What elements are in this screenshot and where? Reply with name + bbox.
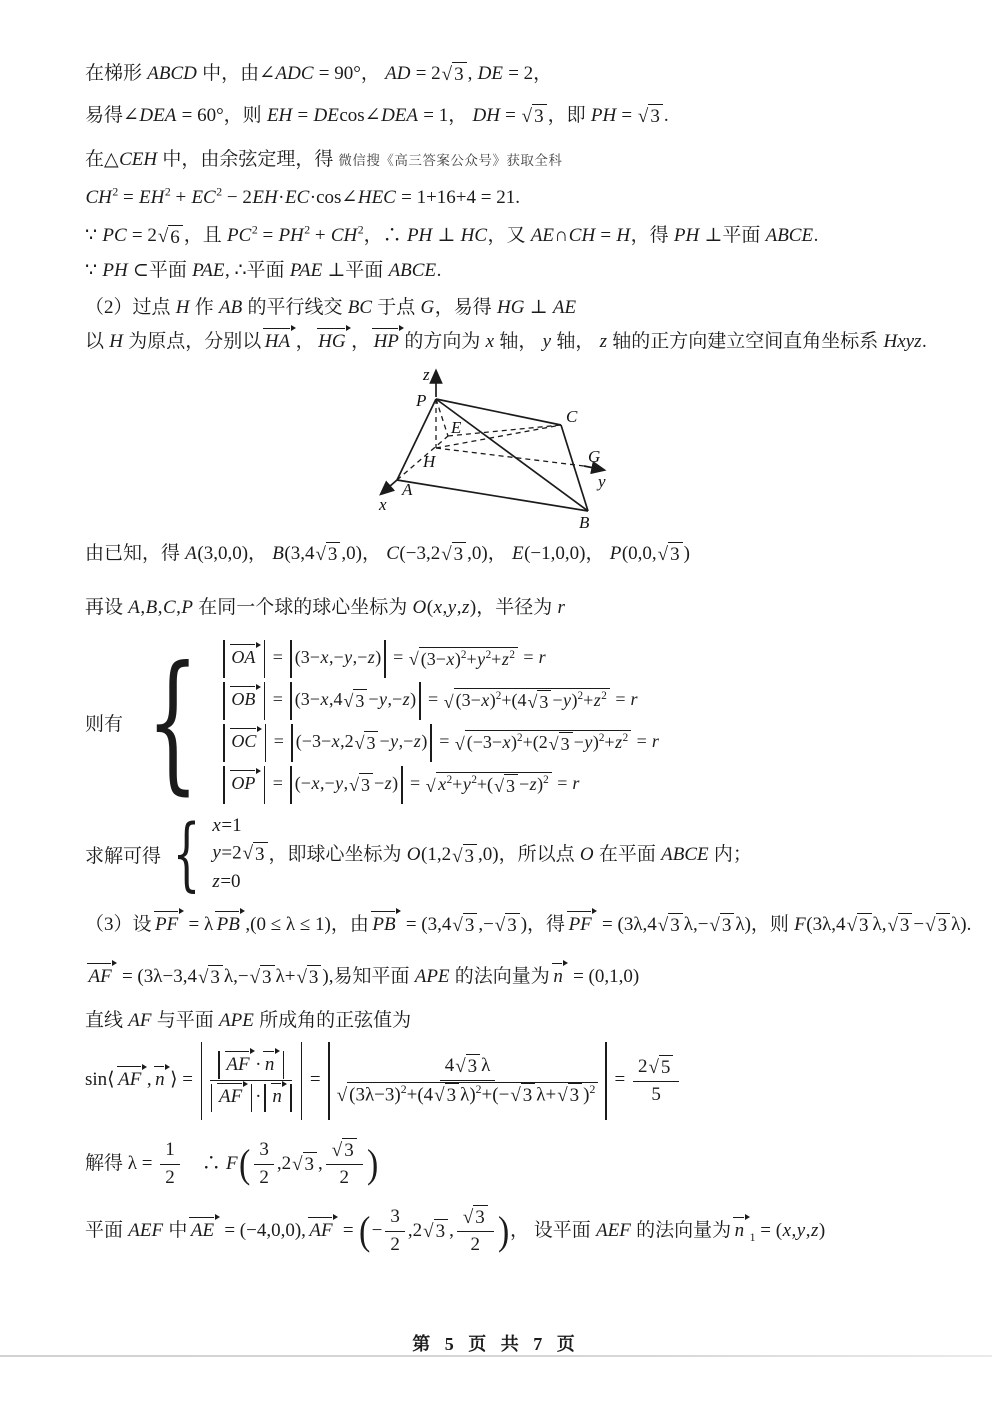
edge-HG-dashed	[436, 448, 584, 466]
solution-line-10	[85, 594, 962, 623]
edge-AB	[397, 480, 588, 511]
system-label: 则有	[85, 713, 124, 735]
math-text: ∵ PH ⊂平面 PAE, ∴平面 PAE ⊥平面 ABCE.	[85, 260, 442, 281]
solve-suffix: ，即球心坐标为 O(1,2 √ 3 ,0)，所以点 O 在平面 ABCE 内；	[268, 844, 752, 867]
equation-OP	[220, 764, 659, 806]
math-text: 平面 AEF 中 AE = (−4,0,0), AF = ( − $\frac{3}{2}$ ,2 √ 3 , √ 3 2 ) ， 设平面 AEF 的法向量为 n $_1$ = (x,y,z)	[85, 1206, 826, 1256]
solution-line-5	[85, 222, 962, 251]
system-equations	[220, 638, 659, 806]
math-text: z=0	[212, 871, 241, 892]
vertex-label-B: B	[579, 513, 590, 532]
math-text: 在梯形 ABCD 中，由∠ADC = 90°， AD = 2 √ 3 , DE = 2，	[85, 63, 553, 86]
math-text: y=2 √ 3	[212, 842, 269, 867]
solution-line-7	[85, 294, 962, 323]
math-text: OA = (3−x,−y,−z) = √ $(3-x)^2+y^2+z^2$ = r	[220, 640, 546, 678]
math-text: （3）设 PF = λ PB ,(0 ≤ λ ≤ 1)，由 PB = (3,4 √ 3 ,− √ 3 )，得 PF = (3λ,4 √ 3 λ,− √ 3 λ)，则 F(3λ,4 √ 3 λ, √ 3 − √ 3 λ).	[85, 914, 971, 935]
math-text: sin⟨ AF , n ⟩ = $\frac{AF \cdot n}{AF \cdot n}$ = 4 √ 3 λ √ $(3\lambda-3)^2+(4$ √ 3 λ)$^2$+(− √ 3 λ+ √ 3 )$^2$ = 2 √ 5 5	[85, 1069, 682, 1090]
equation-system	[85, 635, 659, 809]
y-axis	[584, 466, 604, 470]
solution-line-2	[85, 102, 962, 131]
vertex-label-G: G	[588, 447, 601, 466]
edge-CB	[561, 425, 588, 511]
solution-line-4	[85, 184, 962, 213]
math-text: AF = (3λ−3,4 √ 3 λ,− √ 3 λ+ √ 3 ),易知平面 APE 的法向量为 n = (0,1,0)	[85, 966, 639, 987]
edge-PE-dashed	[436, 399, 448, 436]
math-text: （2）过点 H 作 AB 的平行线交 BC 于点 G，易得 HG ⊥ AE	[85, 297, 577, 318]
x-axis	[381, 480, 397, 494]
math-text: x=1	[212, 815, 242, 836]
math-text: OC = (−3−x,2 √ 3 −y,−z) = √ $(-3-x)^2+(2$ √ 3 $-y)^2+z^2$ = r	[220, 724, 659, 762]
solve-row-y	[212, 840, 269, 868]
vertex-label-A: A	[402, 480, 413, 499]
figure-3d	[352, 364, 662, 547]
vertex-label-E: E	[451, 418, 462, 437]
solution-line-1	[85, 60, 962, 89]
solve-rows	[212, 812, 269, 896]
plane-aef-line	[85, 1205, 962, 1258]
solve-row-z	[212, 868, 269, 896]
solution-line-11	[85, 910, 972, 940]
solve-row-x	[212, 812, 269, 840]
left-brace: {	[146, 635, 199, 809]
watermark-text: 微信搜《高三答案公众号》获取全科	[338, 153, 563, 168]
math-text: 以 H 为原点，分别以 HA ， HG ， HP 的方向为 x 轴， y 轴， z 轴的正方向建立空间直角坐标系 Hxyz.	[85, 331, 927, 352]
solution-system	[85, 807, 752, 901]
lambda-solution-line	[85, 1138, 962, 1191]
sine-formula-line	[85, 1042, 962, 1120]
left-brace: {	[172, 807, 201, 901]
solution-line-9	[85, 540, 962, 569]
math-text: OP = (−x,−y, √ 3 −z) = √ $x^2+y^2+$( √ 3 −z)$^2$ = r	[220, 766, 579, 804]
solution-line-12	[85, 962, 962, 992]
math-text: 再设 A,B,C,P 在同一个球的球心坐标为 O(x,y,z)，半径为 r	[85, 597, 565, 618]
solution-line-3	[85, 146, 962, 175]
math-text: ∵ PC = 2 √ 6 ，且 $PC^2 = PH^2 + CH^2$，∴ PH ⊥ HC，又 AE∩CH = H，得 PH ⊥平面 ABCE.	[85, 224, 819, 248]
solution-line-8	[85, 327, 962, 357]
axis-label-y: y	[598, 472, 606, 491]
math-text: $CH^2 = EH^2 + EC^2$ − 2EH·EC·cos∠HEC = 1+16+4 = 21.	[85, 186, 520, 209]
math-text: 易得∠DEA = 60°，则 EH = DEcos∠DEA = 1， DH = √ 3 ，即 PH = √ 3 .	[85, 105, 669, 128]
solution-line-6	[85, 257, 962, 286]
math-text: 由已知，得 A(3,0,0)， B(3,4 √ 3 ,0)， C(−3,2 √ 3 ,0)， E(−1,0,0)， P(0,0, √ 3 )	[85, 543, 690, 566]
footer-rule	[0, 1355, 992, 1357]
equation-OB	[220, 680, 659, 722]
equation-OC	[220, 722, 659, 764]
solution-line-13	[85, 1007, 962, 1036]
page-number: 第 5 页 共 7 页	[412, 1334, 580, 1354]
math-text: OB = (3−x,4 √ 3 −y,−z) = √ $(3-x)^2+(4$ √ 3 $-y)^2+z^2$ = r	[220, 682, 638, 720]
math-text: 直线 AF 与平面 APE 所成角的正弦值为	[85, 1010, 412, 1031]
solve-label: 求解可得	[85, 845, 162, 867]
vertex-label-P: P	[416, 391, 427, 410]
axis-label-z: z	[423, 365, 430, 384]
edge-EC-dashed	[448, 425, 561, 436]
math-text: 在△CEH 中，由余弦定理，得	[85, 149, 334, 170]
vertex-label-H: H	[423, 452, 436, 471]
figure-3d-diagram	[352, 364, 662, 542]
math-text: 解得 λ = $\frac{1}{2}$ ∴ F ( $\frac{3}{2}$ ,2 √ 3 , √ 3 2 )	[85, 1139, 379, 1189]
axis-label-x: x	[379, 495, 387, 514]
vertex-label-C: C	[566, 407, 578, 426]
equation-OA	[220, 638, 659, 680]
